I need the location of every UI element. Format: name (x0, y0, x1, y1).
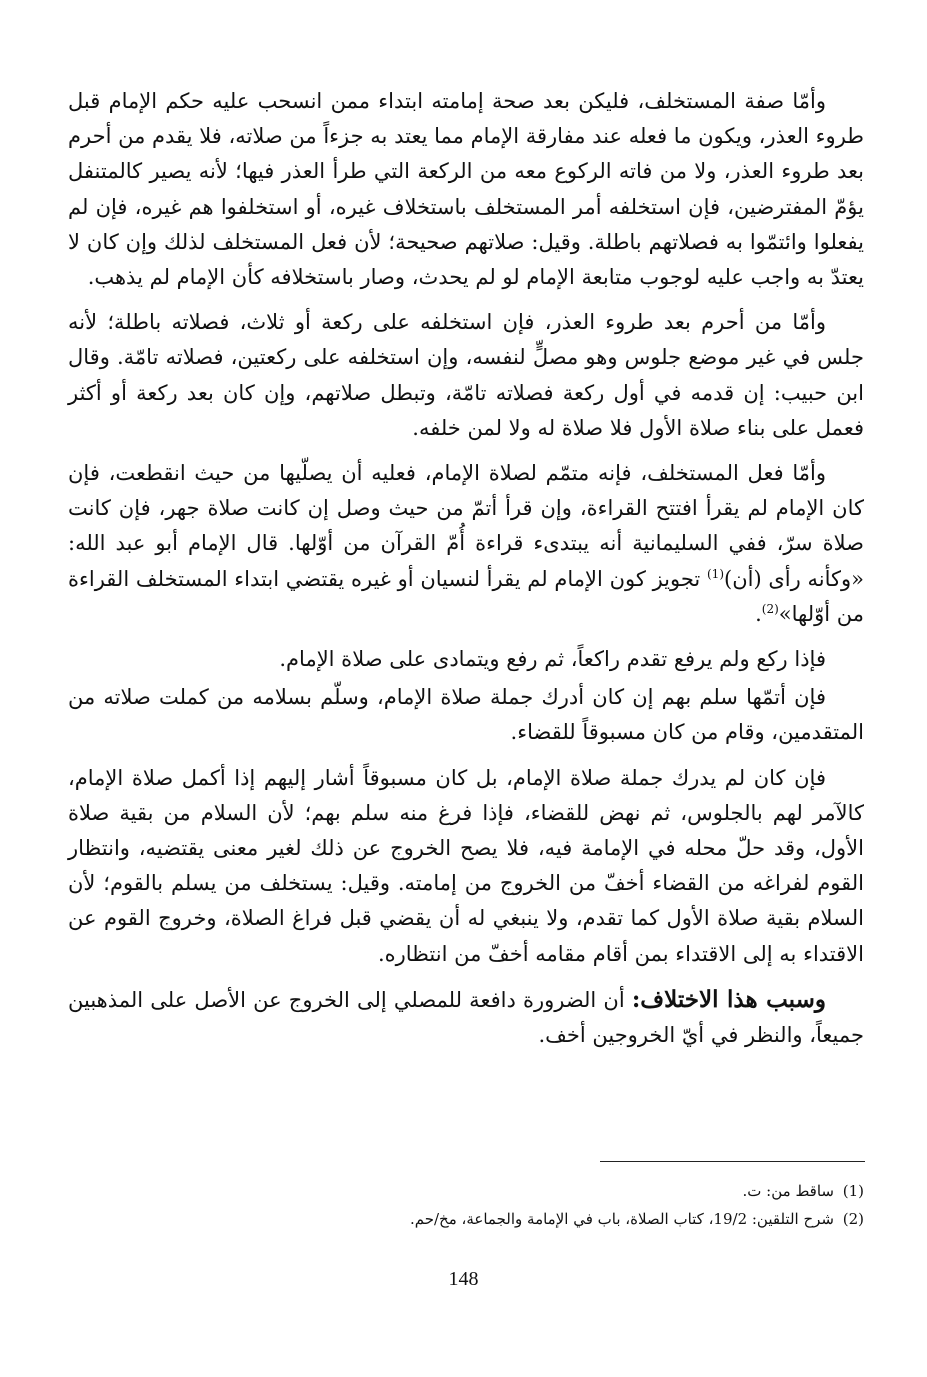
footnotes (68, 1177, 864, 1233)
paragraph-7 (68, 982, 864, 1053)
footnote-ref-1[interactable]: (1) (706, 566, 724, 581)
section-lead: وسبب هذا الاختلاف: (631, 985, 826, 1013)
footnote-number: (1) (842, 1182, 864, 1200)
footnote-ref-2[interactable]: (2) (761, 601, 779, 616)
footnote-text: ساقط من: ت. (742, 1182, 834, 1200)
footnote-divider (600, 1161, 865, 1162)
paragraph-1: وأمّا صفة المستخلف، فليكن بعد صحة إمامته ابتداء ممن انسحب عليه حكم الإمام قبل طروء العذر، ويكون ما فعله عند مفارقة الإمام مما يعتد به جزءاً من صلاته، فلا يقدم من أحرم بعد طروء العذر، ولا من فاته الركوع معه من الركعة التي طرأ العذر فيها؛ لأنه يصير كالمتنفل يؤمّ المفترضين، فإن استخلفه أمر المستخلف باستخلاف غيره، أو استخلفوا هم غيره، فإن لم يفعلوا وائتمّوا به فصلاتهم باطلة. وقيل: صلاتهم صحيحة؛ لأن فعل المستخلف لذلك وإن كان لا يعتدّ به واجب عليه لوجوب متابعة الإمام لو لم يحدث، وصار باستخلافه كأن الإمام لم يذهب. (68, 89, 864, 290)
paragraph-3 (68, 456, 864, 632)
paragraph-5: فإن أتمّها سلم بهم إن كان أدرك جملة صلاة الإمام، وسلّم بسلامه من كملت صلاته من المتقدمين، وقام من كان مسبوقاً للقضاء. (68, 685, 864, 745)
footnote-number: (2) (842, 1210, 864, 1228)
paragraph-6: فإن كان لم يدرك جملة صلاة الإمام، بل كان مسبوقاً أشار إليهم إذا أكمل صلاة الإمام، كالآمر لهم بالجلوس، ثم نهض للقضاء، فإذا فرغ منه سلم بهم؛ لأن السلام من بقية صلاة الأول، وقد حلّ محله في الإمامة فيه، فلا يصح الخروج عن ذلك لغير معنى يقتضيه، وانتظار القوم لفراغه من القضاء أخفّ من الخروج من إمامته. وقيل: يستخلف من يسلم بالقوم؛ لأن السلام بقية صلاة الأول كما تقدم، ولا ينبغي له أن يقضي قبل فراغ الصلاة، وخروج القوم عن الاقتداء به إلى الاقتداء بمن أقام مقامه أخفّ من انتظاره. (68, 765, 864, 966)
footnote-2 (68, 1205, 864, 1233)
paragraph-3-text-b: تجويز كون الإمام لم يقرأ لنسيان أو غيره يقتضي ابتداء المستخلف القراءة من أوّلها» (68, 566, 864, 626)
paragraph-3-text-c: . (755, 601, 762, 626)
paragraph-3-text-a: وأمّا فعل المستخلف، فإنه متمّم لصلاة الإمام، فعليه أن يصلّيها من حيث انقطعت، فإن كان الإمام لم يقرأ افتتح القراءة، وإن قرأ أتمّ من حيث وصل إن كانت صلاة جهر، فإن كانت صلاة سرّ، ففي السليمانية أنه يبتدىء قراءة أُمّ القرآن من أوّلها. قال الإمام أبو عبد الله: «وكأنه رأى (أن) (68, 461, 864, 591)
paragraph-4: فإذا ركع ولم يرفع تقدم راكعاً، ثم رفع ويتمادى على صلاة الإمام. (279, 647, 826, 672)
paragraph-2: وأمّا من أحرم بعد طروء العذر، فإن استخلفه على ركعة أو ثلاث، فصلاته باطلة؛ لأنه جلس في غير موضع جلوس وهو مصلٍّ لنفسه، وإن استخلفه على ركعتين، فصلاته تامّة. وقال ابن حبيب: إن قدمه في أول ركعة فصلاته تامّة، وتبطل صلاتهم، وإن كان بعد ركعة أو أكثر فعمل على بناء صلاة الأول فلا صلاة له ولا لمن خلفه. (68, 310, 864, 440)
paragraph-7-text: أن الضرورة دافعة للمصلي إلى الخروج عن الأصل على المذهبين جميعاً، والنظر في أيّ الخروجين أخف. (68, 987, 864, 1048)
footnote-1 (68, 1177, 864, 1205)
page-number: 148 (448, 1268, 479, 1290)
footnote-text: شرح التلقين: 19/2، كتاب الصلاة، باب في الإمامة والجماعة، مخ/حم. (409, 1210, 834, 1228)
main-text (68, 84, 864, 1063)
